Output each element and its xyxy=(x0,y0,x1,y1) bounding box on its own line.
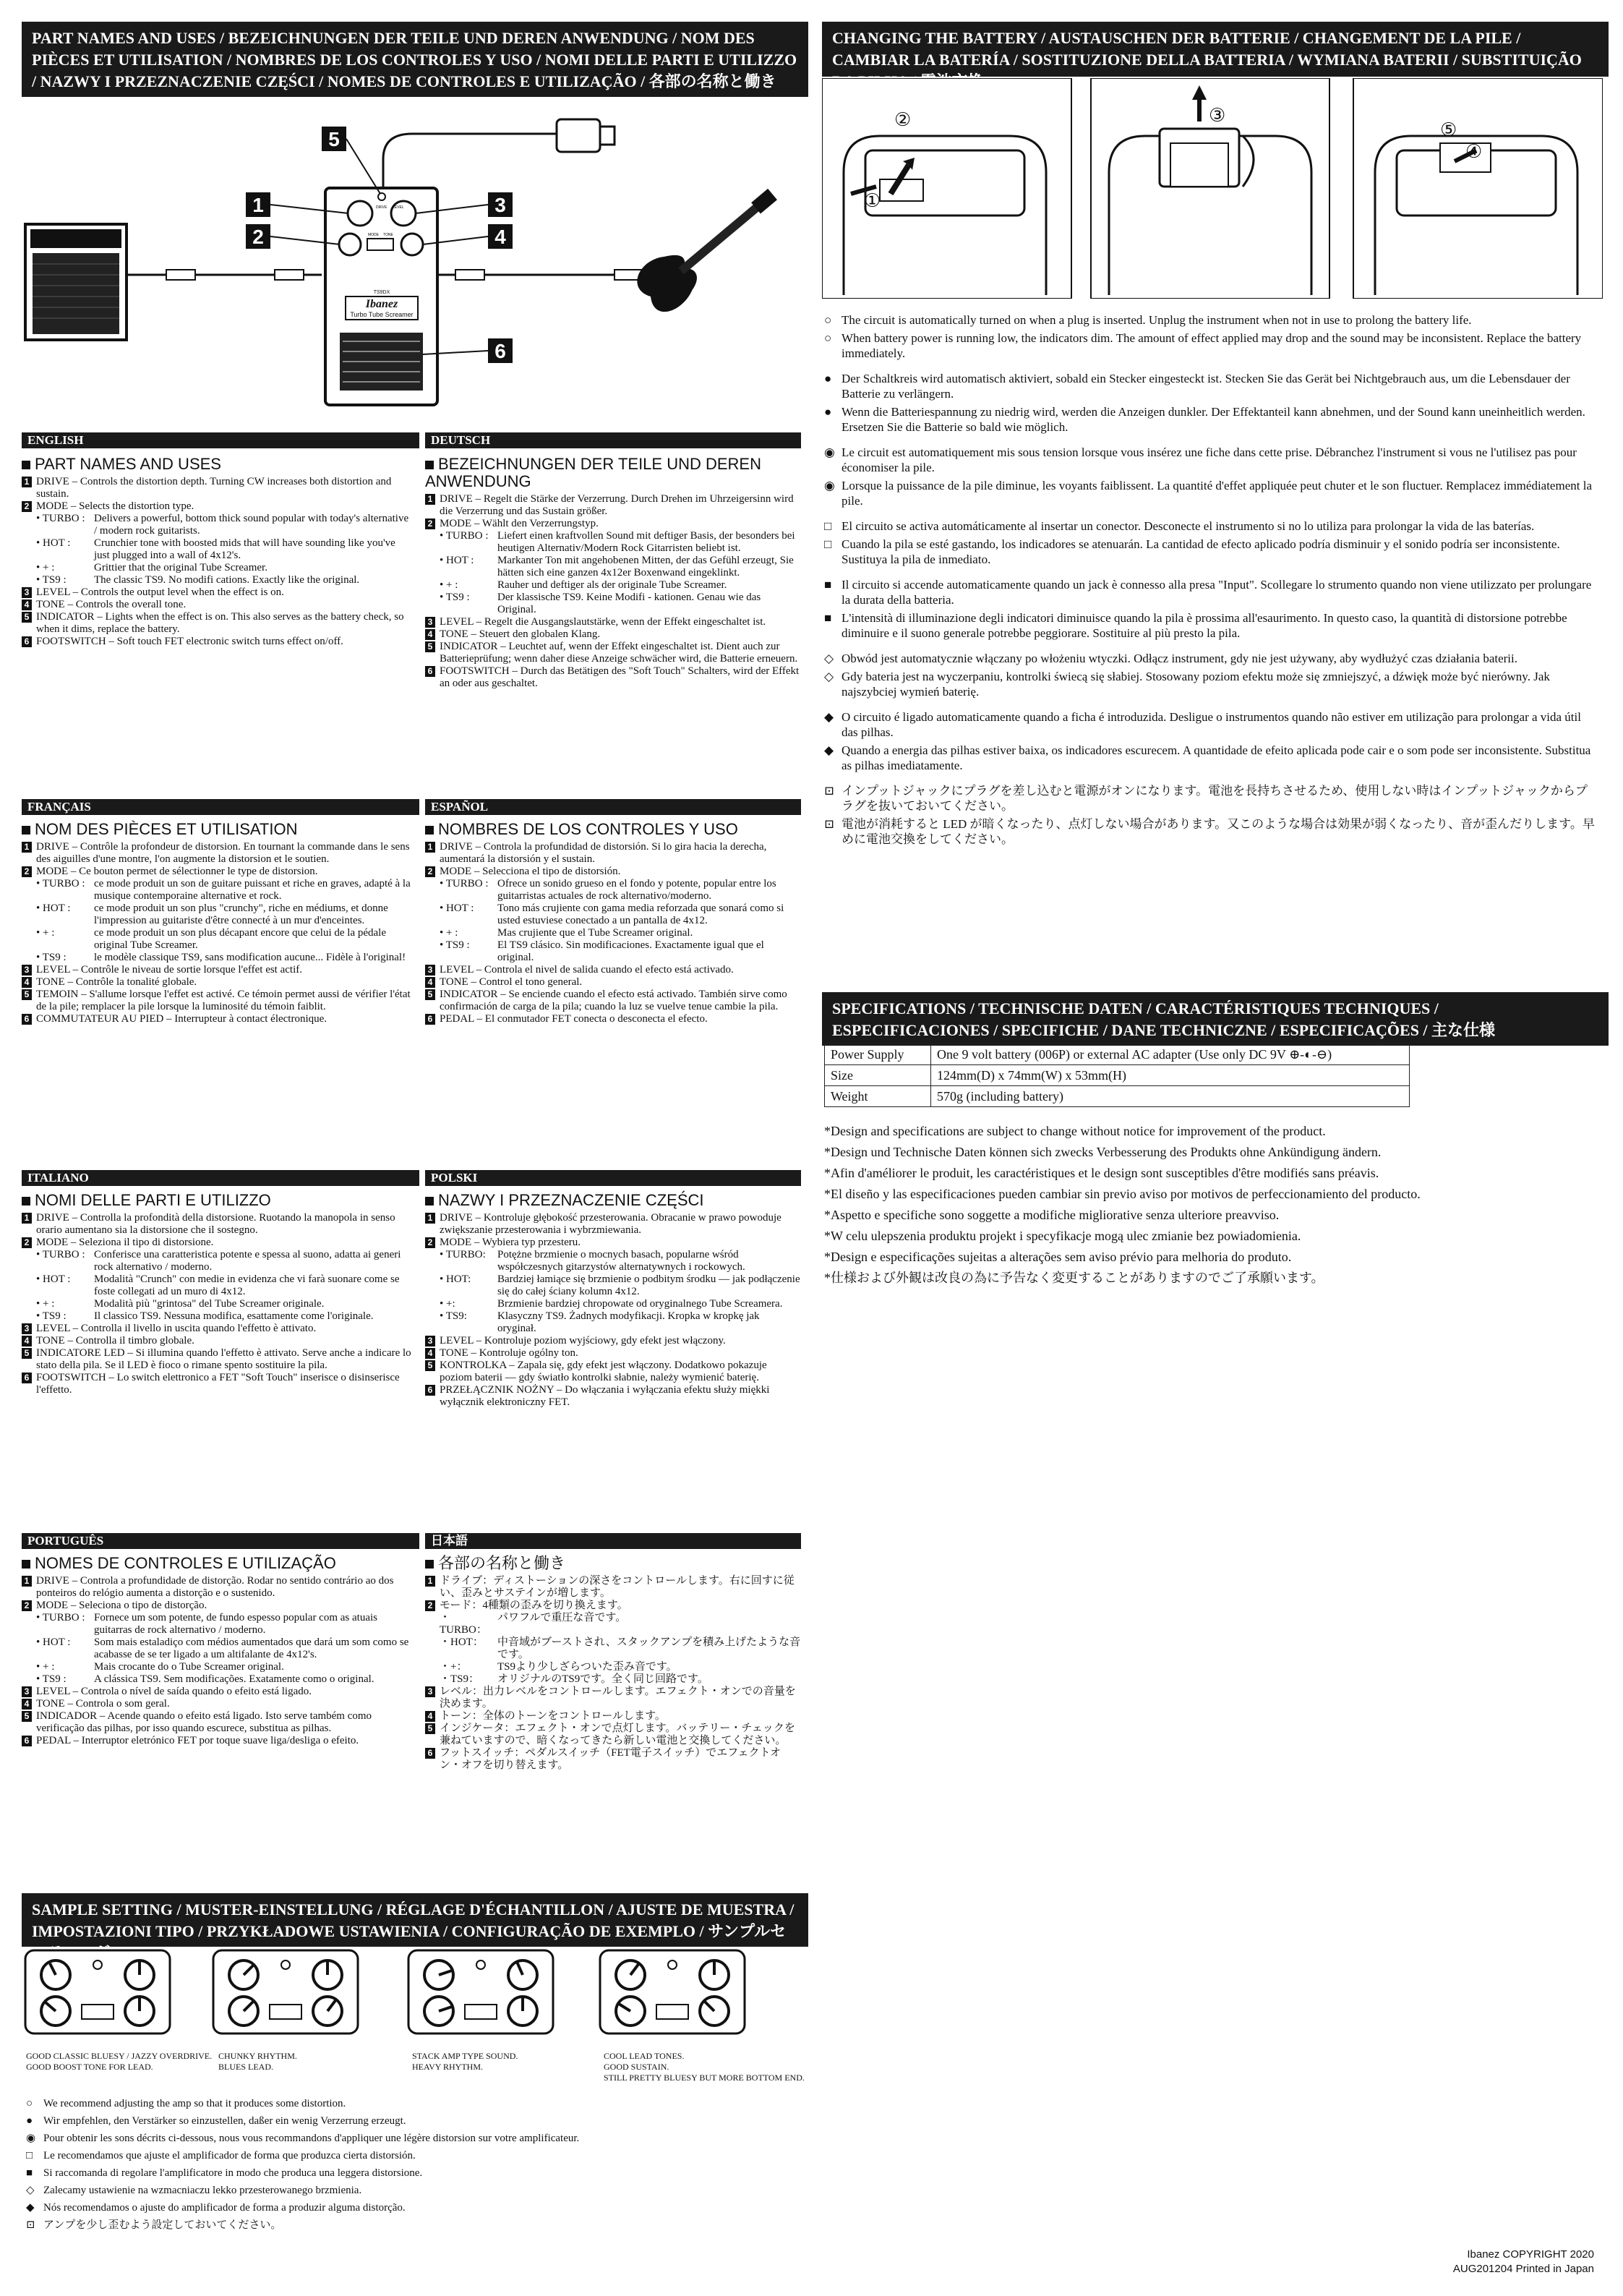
sample-notes: ○ We recommend adjusting the amp so that it produces some distortion. ● Wir empfehlen, den Verstärker so einzustellen, daßer ein wenig Verzerrung erzeugt. ◉ Pour obtenir les sons décrits ci-dessous, nous vous recommandons d'appliquer une légère distorsion sur votre amplificateur. □ Le recomendamos que ajuste el amplificador de forma que produzca cierta distorsión. ■ Si raccomanda di regolare l'amplificatore in modo che produca una leggera distorsione. ◇ Zalecamy ustawienie na wzmacniaczu lekko przesterowanego brzmienia. ◆ Nós recomendamos o ajuste do amplificador de forma a produzir alguma distorção. ⊡ アンプを少し歪むよう設定しておいてください。 xyxy=(26,2098,580,2231)
sample-header: SAMPLE SETTING / MUSTER-EINSTELLUNG / RÉGLAGE D'ÉCHANTILLON / AJUSTE DE MUESTRA / IMPOSTAZIONI TIPO / PRZYKŁADOWE USTAWIENIA / CONFIGURAÇÃO DE EXEMPLO / サンプルセ xyxy=(22,1893,808,1947)
section-it: NOMI DELLE PARTI E UTILIZZO 1 DRIVE – Controlla la profondità della distorsione. Ruotando la manopola in senso orario aumentano sia la distorsione che il sostegno. 2 MODE – Seleziona il tipo di distorsione. • TURBO : Conferisce una caratteristica potente e spessa al suono, adatta ai generi rock alternativo / moderno. • HOT : Modalità "Crunch" con medie in evidenza che vi farà suonare come se foste collegati ad un muro di 4x12. • + : Modalità più "grintosa" del Tube Screamer originale. • TS9 : Il classico TS9. Nessuna modifica, esattamente come l'originale. 3 LEVEL – Controlla il livello in uscita quando l'effetto è attivato. 4 TONE – Controlla il timbro globale. 5 INDICATORE LED – Si illumina quando l'effetto è attivato. Serve anche a indicare lo stato della pila. Se il LED è fioco o rimane spento sostituire la pila. 6 FOOTSWITCH – Lo switch elettronico a FET "Soft Touch" inserisce o disinserisce l'effetto. xyxy=(22,1186,412,1396)
pedal-brand: Ibanez xyxy=(365,298,398,310)
section-title: NOMES DE CONTROLES E UTILIZAÇÃO xyxy=(35,1554,336,1572)
section-title: NOM DES PIÈCES ET UTILISATION xyxy=(35,820,298,838)
badge-1: 1 xyxy=(252,194,264,216)
battery-step-panel-1 xyxy=(822,78,1071,299)
battery-diagram xyxy=(822,78,1603,299)
battery-step-1: ① xyxy=(864,190,881,212)
pedal-name: Turbo Tube Screamer xyxy=(350,311,414,318)
section-en: PART NAMES AND USES 1 DRIVE – Controls the distortion depth. Turning CW increases both distortion and sustain. 2 MODE – Selects the distortion type. • TURBO : Delivers a powerful, bottom thick sound popular with today's alternative / modern rock guitarists. • HOT : Crunchier tone with boosted mids that will have sounding like you've just plugged into a wall of 4x12's. • + : Grittier that the original Tube Screamer. • TS9 : The classic TS9. No modifi cations. Exactly like the original. 3 LEVEL – Controls the output level when the effect is on. 4 TONE – Controls the overall tone. 5 INDICATOR – Lights when the effect is on. This also serves as the battery check, so when it dims, replace the battery. 6 FOOTSWITCH – Soft touch FET electronic switch turns effect on/off. xyxy=(22,450,412,648)
spec-notes: *Design and specifications are subject to change without notice for improvement of the product. *Design und Technische Daten können sich zwecks Verbesserung des Produkts ohne Ankündigung ändern. *Afin d'améliorer le produit, les caractéristiques et le design sont susceptibles d'être modifiés sans préavis. *El diseño y las especificaciones pueden cambiar sin previo aviso por motivos de perfeccionamiento del producto. *Aspetto e specifiche sono soggette a modifiche migliorative senza ulteriore preavviso. *W celu ulepszenia produktu projekt i specyfikacje mogą ulec zmianie bez powiadomienia. *Design e especificações sujeitas a alterações sem aviso prévio para melhoria do produto. *仕様および外観は改良の為に予告なく変更することがありますのでご了承願います。 xyxy=(824,1124,1421,1285)
battery-step-4: ④ xyxy=(1465,141,1483,163)
section-title: NAZWY I PRZEZNACZENIE CZĘŚCI xyxy=(438,1191,704,1209)
spec-row: Size 124mm(D) x 74mm(W) x 53mm(H) xyxy=(825,1065,1410,1086)
svg-text:DRIVE: DRIVE xyxy=(376,205,387,210)
svg-text:MODE: MODE xyxy=(368,233,379,237)
spec-row: Power Supply One 9 volt battery (006P) or external AC adapter (Use only DC 9V ⊕-◐-⊖) xyxy=(825,1044,1410,1065)
lang-tag-ja: 日本語 xyxy=(425,1533,801,1549)
battery-step-panel-3 xyxy=(1353,78,1603,299)
sample-pedal-4 xyxy=(600,1950,745,2033)
pedal-illustration xyxy=(325,188,437,405)
section-title: NOMBRES DE LOS CONTROLES Y USO xyxy=(438,820,738,838)
guitar-illustration xyxy=(630,173,789,319)
badge-4: 4 xyxy=(494,226,506,248)
pedal-model: TS9DX xyxy=(373,290,390,295)
section-de: BEZEICHNUNGEN DER TEILE UND DEREN ANWENDUNG 1 DRIVE – Regelt die Stärke der Verzerrung. Durch Drehen im Uhrzeigersinn wird die Verzerrung und das Sustain größer. 2 MODE – Wählt den Verzerrungstyp. • TURBO : Liefert einen kraftvollen Sound mit deftiger Basis, der besonders bei heutigen Alternativ/Modern Rock Gitarristen beliebt ist. • HOT : Markanter Ton mit angehobenen Mitten, der das Gefühl erzeugt, Sie hätten sich eine ganzen 4x12er Boxenwand eingeklinkt. • + : Rauher und deftiger als der originale Tube Screamer. • TS9 : Der klassische TS9. Keine Modifi - kationen. Genau wie das Original. 3 LEVEL – Regelt die Ausgangslautstärke, wenn der Effekt eingeschaltet ist. 4 TONE – Steuert den globalen Klang. 5 INDICATOR – Leuchtet auf, wenn der Effekt eingeschaltet ist. Dient auch zur Batterieprüfung; wenn daher diese Anzeige schwächer wird, die Batterie erneuern. 6 FOOTSWITCH – Durch das Betätigen des "Soft Touch" Schalters, wird der Effekt an oder aus geschaltet. xyxy=(425,455,800,689)
badge-2: 2 xyxy=(252,226,264,248)
badge-3: 3 xyxy=(494,194,506,216)
spec-row: Weight 570g (including battery) xyxy=(825,1086,1410,1107)
section-ja: 各部の名称と働き 1 ドライブ：ディストーションの深さをコントロールします。右に回すに従い、歪みとサステインが増します。 2 モード：4種類の歪みを切り換えます。 ・TURBO： パワフルで重圧な音です。 ・HOT： 中音域がブーストされ、スタックアンプを積み上げたような音です。 ・+： TS9より少しざらついた歪み音です。 ・TS9： オリジナルのTS9です。全く同じ回路です。 3 レベル：出力レベルをコントロールします。エフェクト・オンでの音量を決めます。 4 トーン：全体のトーンをコントロールします。 5 インジケータ：エフェクト・オンで点灯します。バッテリー・チェックを兼ねていますので、暗くなってきたら新しい電池と交換してください。 6 フットスイッチ：ペダルスイッチ（FET電子スイッチ）でエフェクトオン・オフを切り替えます。 xyxy=(425,1549,801,1772)
lang-tag-pl: POLSKI xyxy=(425,1170,801,1186)
lang-tag-de: DEUTSCH xyxy=(425,432,801,448)
battery-step-5: ⑤ xyxy=(1440,119,1457,141)
lang-tag-es: ESPAÑOL xyxy=(425,799,801,815)
footer-copyright: Ibanez COPYRIGHT 2020 AUG201204 Printed in Japan xyxy=(1452,2248,1594,2275)
section-fr: NOM DES PIÈCES ET UTILISATION 1 DRIVE – Contrôle la profondeur de distorsion. En tournant la commande dans le sens des aiguilles d'une montre, l'on augmente la distorsion et le soutien. 2 MODE – Ce bouton permet de sélectionner le type de distorsion. • TURBO : ce mode produit un son de guitare puissant et riche en graves, adapté à la musique contemporaine alternative et rock. • HOT : ce mode produit un son plus "crunchy", riche en médiums, et donne l'impression au guitariste d'être connecté à un mur d'enceintes. • + : ce mode produit un son plus décapant encore que celui de la pédale original Tube Screamer. • TS9 : le modèle classique TS9, sans modification aucune... Fidèle à l'original! 3 LEVEL – Contrôle le niveau de sortie lorsque l'effet est actif. 4 TONE – Contrôle la tonalité globale. 5 TEMOIN – S'allume lorsque l'effet est activé. Ce témoin permet aussi de vérifier l'état de la pile; remplacer la pile lorsque la luminosité du témoin faiblit. 6 COMMUTATEUR AU PIED – Interrupteur à contact électronique. xyxy=(22,815,412,1025)
svg-text:TONE: TONE xyxy=(383,233,393,237)
lang-tag-fr: FRANÇAIS xyxy=(22,799,419,815)
section-pl: NAZWY I PRZEZNACZENIE CZĘŚCI 1 DRIVE – Kontroluje głębokość przesterowania. Obracanie w prawo powoduje zwiększanie przesterowania i wybrzmiewania. 2 MODE – Wybiera typ przesteru. • TURBO: Potężne brzmienie o mocnych basach, popularne wśród współczesnych gitarzystów alternatywnych i rockowych. • HOT: Bardziej łamiące się brzmienie o podbitym środku — jak podłączenie się do całej ściany kolumn 4x12. • +: Brzmienie bardziej chropowate od oryginalnego Tube Screamera. • TS9: Klasyczny TS9. Żadnych modyfikacji. Kropka w kropkę jak oryginał. 3 LEVEL – Kontroluje poziom wyjściowy, gdy efekt jest włączony. 4 TONE – Kontroluje ogólny ton. 5 KONTROLKA – Zapala się, gdy efekt jest włączony. Dodatkowo pokazuje poziom baterii — gdy światło kontrolki słabnie, należy wymienić baterię. 6 PRZEŁĄCZNIK NOŻNY – Do włączania i wyłączania efektu służy miękki wyłącznik elektroniczny FET. xyxy=(425,1186,801,1409)
sample-caption-2: CHUNKY RHYTHM. BLUES LEAD. xyxy=(218,2051,297,2072)
section-title: NOMI DELLE PARTI E UTILIZZO xyxy=(35,1191,271,1209)
badge-5: 5 xyxy=(328,128,340,150)
section-pt: NOMES DE CONTROLES E UTILIZAÇÃO 1 DRIVE – Controla a profundidade de distorção. Rodar no sentido contrário ao dos ponteiros do relógio aumenta a distorção e o sustenido. 2 MODE – Seleciona o tipo de distorção. • TURBO : Fornece um som potente, de fundo espesso popular com as atuais guitarras de rock alternativo / moderno. • HOT : Som mais estaladiço com médios aumentados que dará um som como se acabasse de se ter ligado a um altifalante de 4x12's. • + : Mais crocante do o Tube Screamer original. • TS9 : A clássica TS9. Sem modificações. Exatamente como o original. 3 LEVEL – Controla o nível de saída quando o efeito está ligado. 4 TONE – Controla o som geral. 5 INDICADOR – Acende quando o efeito está ligado. Isto serve também como verificação das pilhas, por isso quando escurece, substitua as pilhas. 6 PEDAL – Interruptor eletrónico FET por toque suave liga/desliga o efeito. xyxy=(22,1549,412,1747)
sample-pedal-3 xyxy=(408,1950,553,2033)
sample-settings-diagram xyxy=(22,1947,802,2041)
amp-illustration xyxy=(25,224,127,340)
specs-header: SPECIFICATIONS / TECHNISCHE DATEN / CARACTÉRISTIQUES TECHNIQUES / ESPECIFICACIONES / SPECIFICHE / DANE TECHNICZNE / ESPECIFICAÇÕES / 主な仕様 xyxy=(822,992,1609,1046)
pedal-setup-diagram xyxy=(22,116,795,419)
lang-tag-en: ENGLISH xyxy=(22,432,419,448)
sample-pedal-2 xyxy=(213,1950,358,2033)
section-title: PART NAMES AND USES xyxy=(35,455,221,473)
svg-text:LEVEL: LEVEL xyxy=(393,205,404,210)
spec-table xyxy=(824,1044,1410,1107)
lang-tag-pt: PORTUGUÊS xyxy=(22,1533,419,1549)
section-title: BEZEICHNUNGEN DER TEILE UND DEREN ANWENDUNG xyxy=(425,455,761,490)
battery-header: CHANGING THE BATTERY / AUSTAUSCHEN DER BATTERIE / CHANGEMENT DE LA PILE / CAMBIAR LA BATERÍA / SOSTITUZIONE DELLA BATTERIA / WYMIANA BATERII / SUBSTITUIÇÃO xyxy=(822,22,1609,77)
battery-notes: ○ The circuit is automatically turned on when a plug is inserted. Unplug the instrument when not in use to prolong the battery life. ○ When battery power is running low, the indicators dim. The amount of effect applied may drop and the sound may be inconsistent. Replace the battery immediately. ● Der Schaltkreis wird automatisch aktiviert, sobald ein Stecker eingesteckt ist. Stecken Sie das Gerät bei Nichtgebrauch aus, um die Lebensdauer der Batterie zu verlängern. ● Wenn die Batteriespannung zu niedrig wird, werden die Anzeigen dunkler. Der Effektanteil kann abnehmen, und der Sound kann uneinheitlich werden. Ersetzen Sie die Batterie so bald wie möglich. ◉ Le circuit est automatiquement mis sous tension lorsque vous insérez une fiche dans cette prise. Débranchez l'instrument si vous ne l'utilisez pas pour économiser la pile. ◉ Lorsque la puissance de la pile diminue, les voyants faiblissent. La quantité d'effet appliquée peut chuter et le son fluctuer. Remplacez immédiatement la pile. □ El circuito se activa automáticamente al insertar un conector. Desconecte el instrumento si no lo utiliza para prolongar la vida de las baterías. □ Cuando la pila se esté gastando, los indicadores se atenuarán. La cantidad de efecto aplicado podría disminuir y el sonido podría ser inconsistente. Sustituya la pila de inmediato. ■ Il circuito si accende automaticamente quando un jack è connesso alla presa "Input". Scollegare lo strumento quando non viene utilizzato per prolungare la durata della batteria. ■ L'intensità di illuminazione degli indicatori diminuisce quando la pila è prossima all'esaurimento. In questo caso, la quantità di distorsione potrebbe diminuire e il suono generale potrebbe peggiorare. Sostituire al più presto la pila. ◇ Obwód jest automatycznie włączany po włożeniu wtyczki. Odłącz instrument, gdy nie jest używany, aby wydłużyć czas działania baterii. ◇ Gdy bateria jest na wyczerpaniu, kontrolki świecą się słabiej. Stosowany poziom efektu może się zmniejszyć, a dźwięk może być nierówny. Jak najszybciej wymień baterię. ◆ O circuito é ligado automaticamente quando a ficha é introduzida. Desligue o instrumentos quando não estiver em utilização para prolongar a vida útil das pilhas. ◆ Quando a energia das pilhas estiver baixa, os indicadores escurecem. A quantidade de efeito aplicada pode cair e o som pode ser inconsistente. Substitua as pilhas imediatamente. ⊡ インプットジャックにプラグを差し込むと電源がオンになります。電池を長持ちさせるため、使用しない時はインプットジャックからプラグを抜いておいてください。 ⊡ 電池が消耗すると LED が暗くなったり、点灯しない場合があります。又このような場合は効果が弱くなったり、音が歪んだりします。早めに電池交換をしてください。 xyxy=(824,313,1595,846)
badge-6: 6 xyxy=(494,340,506,362)
battery-step-3: ③ xyxy=(1209,105,1226,127)
section-es: NOMBRES DE LOS CONTROLES Y USO 1 DRIVE – Controla la profundidad de distorsión. Si lo gira hacia la derecha, aumentará la distorsión y el sustain. 2 MODE – Selecciona el tipo de distorsión. • TURBO : Ofrece un sonido grueso en el fondo y potente, popular entre los guitarristas actuales de rock alternativo/moderno. • HOT : Tono más crujiente con gama media reforzada que sonará como si usted estuviese conectado a un pantalla de 4x12. • + : Mas crujiente que el Tube Screamer original. • TS9 : El TS9 clásico. Sin modificaciones. Exactamente igual que el original. 3 LEVEL – Controla el nivel de salida cuando el efecto está activado. 4 TONE – Control el tono general. 5 INDICATOR – Se enciende cuando el efecto está activado. También sirve como confirmación de carga de la pila; cuando la luz se vuelve tenue cambie la pila. 6 PEDAL – El conmutador FET conecta o desconecta el efecto. xyxy=(425,815,801,1025)
part-names-header: PART NAMES AND USES / BEZEICHNUNGEN DER TEILE UND DEREN ANWENDUNG / NOM DES PIÈCES ET UTILISATION / NOMBRES DE LOS CONTROLES Y USO / NOMI DELLE PARTI E UTILIZZO / NAZWY I PRZEZNACZENIE CZĘŚCI / NOMES DE CONTROLES E UTILIZAÇÃO / 各部の名称と働き xyxy=(22,22,808,97)
sample-pedal-1 xyxy=(25,1950,170,2033)
lang-tag-it: ITALIANO xyxy=(22,1170,419,1186)
battery-step-2: ② xyxy=(894,109,912,131)
sample-caption-1: GOOD CLASSIC BLUESY / JAZZY OVERDRIVE. GOOD BOOST TONE FOR LEAD. xyxy=(26,2051,213,2072)
section-title: 各部の名称と働き xyxy=(438,1554,566,1572)
sample-caption-3: STACK AMP TYPE SOUND. HEAVY RHYTHM. xyxy=(412,2051,518,2072)
sample-caption-4: COOL LEAD TONES. GOOD SUSTAIN. STILL PRETTY BLUESY BUT MORE BOTTOM END. xyxy=(604,2051,805,2083)
